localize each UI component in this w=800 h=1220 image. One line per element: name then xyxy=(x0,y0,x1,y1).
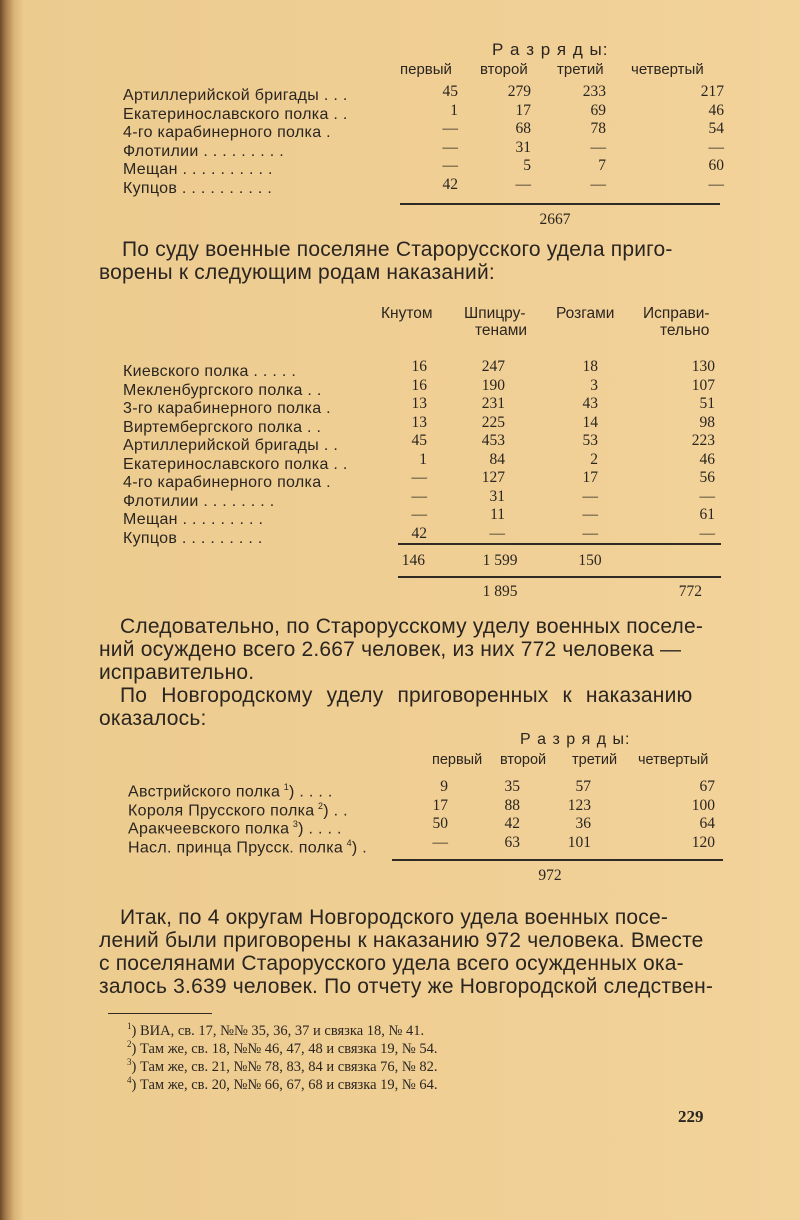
table-cell: 46 xyxy=(708,101,724,119)
footnote-text: Там же, св. 21, №№ 78, 83, 84 и связка 76, № 82. xyxy=(139,1058,438,1075)
table-cell: 247 xyxy=(481,358,505,375)
table-cell: 14 xyxy=(582,413,598,431)
table-cell: 5 xyxy=(523,157,531,175)
footnote-mark: 3 xyxy=(127,1057,132,1067)
table-cell: 233 xyxy=(582,83,606,100)
row-label: Екатеринославского полка . . xyxy=(123,105,348,123)
paragraph-line: Следовательно, по Старорусскому уделу военных поселе- xyxy=(120,615,704,638)
table-cell: 67 xyxy=(699,778,715,795)
row-leader-dots: . . . . xyxy=(294,783,333,801)
table-1-total: 2667 xyxy=(539,211,571,228)
table-cell: 88 xyxy=(504,796,520,814)
table-3-total-rule xyxy=(392,859,723,861)
table-2-total-punished: 1 895 xyxy=(482,583,518,600)
row-label: Купцов . . . . . . . . . xyxy=(123,529,263,547)
table-cell: 13 xyxy=(411,395,427,412)
paragraph-line: исправительно. xyxy=(99,661,255,684)
row-label-text: Насл. принца Прусск. полка xyxy=(128,838,344,856)
table-3-col-header: третий xyxy=(572,752,618,768)
row-label-text: Аракчеевского полка xyxy=(128,820,290,838)
table-cell: 3 xyxy=(590,376,598,394)
row-leader-dots: . . xyxy=(328,801,348,819)
table-2-subtotal-rule xyxy=(398,543,721,545)
table-2-total-corrective: 772 xyxy=(678,583,702,600)
table-cell: 190 xyxy=(481,376,505,394)
table-cell: — xyxy=(708,176,724,193)
table-cell: 231 xyxy=(481,395,505,412)
paragraph-line: По суду военные поселяне Старорусского удела приго- xyxy=(122,238,673,261)
footnote-mark-paren: ) xyxy=(131,1058,140,1075)
table-cell: 56 xyxy=(699,469,715,486)
table-cell: 127 xyxy=(481,469,505,486)
table-1-col-header: второй xyxy=(480,61,528,78)
table-cell: 13 xyxy=(411,413,427,431)
table-cell: 64 xyxy=(699,815,715,832)
row-label-text: Короля Прусского полка xyxy=(128,801,315,819)
table-cell: 279 xyxy=(507,83,531,100)
table-3-group-header: Р а з р я д ы: xyxy=(520,731,631,748)
row-label xyxy=(128,782,333,801)
page-number: 229 xyxy=(678,1107,704,1126)
table-cell: 17 xyxy=(432,796,448,814)
row-label: Мещан . . . . . . . . . xyxy=(123,511,264,528)
table-cell: — xyxy=(590,176,606,193)
table-cell: 69 xyxy=(590,101,606,119)
table-2-subtotal: 1 599 xyxy=(482,552,518,569)
table-cell: 61 xyxy=(699,506,715,523)
table-cell: — xyxy=(582,487,598,505)
footnote-mark: 2 xyxy=(127,1039,132,1049)
row-label: Виртембергского полка . . xyxy=(123,418,322,436)
row-label: Артиллерийской бригады . . xyxy=(123,437,339,454)
footnote-text: Там же, св. 18, №№ 46, 47, 48 и связка 19, № 54. xyxy=(139,1040,438,1057)
table-cell: 42 xyxy=(504,815,520,832)
table-cell: 42 xyxy=(411,524,427,542)
table-cell: 101 xyxy=(567,833,591,851)
paragraph-line: с поселянами Старорусского удела всего осужденных ока- xyxy=(99,952,684,975)
footnote xyxy=(127,1075,438,1094)
table-cell: 225 xyxy=(481,413,505,431)
table-3-col-header: четвертый xyxy=(638,752,709,768)
footnote-ref: 3 xyxy=(292,819,299,829)
table-cell: — xyxy=(699,487,715,505)
row-label: Мекленбургского полка . . xyxy=(123,381,322,399)
table-cell: 130 xyxy=(691,358,715,375)
row-label: Мещан . . . . . . . . . . xyxy=(123,161,273,179)
table-cell: — xyxy=(699,524,715,542)
table-cell: 50 xyxy=(432,815,448,832)
row-label: 4-го карабинерного полка . xyxy=(123,474,331,491)
row-leader-dots: . xyxy=(357,838,368,856)
footnote xyxy=(127,1021,424,1040)
footnote-ref: 1 xyxy=(283,782,290,792)
footnote-ref-paren: ) xyxy=(323,801,329,819)
table-1-total-rule xyxy=(400,203,720,205)
paragraph-line: ворены к следующим родам наказаний: xyxy=(99,261,495,284)
footnote-ref: 2 xyxy=(317,800,324,811)
table-cell: 7 xyxy=(598,157,606,175)
row-label: Екатеринославского полка . . xyxy=(123,455,348,473)
table-cell: 31 xyxy=(489,487,505,505)
table-cell: 84 xyxy=(489,450,505,468)
table-cell: 45 xyxy=(442,83,458,100)
table-cell: 123 xyxy=(567,796,591,814)
table-cell: — xyxy=(489,524,505,542)
table-cell: 51 xyxy=(699,395,715,412)
table-cell: 98 xyxy=(699,413,715,431)
table-cell: 57 xyxy=(575,778,591,795)
table-cell: — xyxy=(442,157,458,175)
table-cell: 16 xyxy=(411,358,427,375)
table-cell: 53 xyxy=(582,432,598,449)
table-2-col-header: Розгами xyxy=(556,305,615,322)
table-3-total: 972 xyxy=(538,867,562,884)
row-label: Купцов . . . . . . . . . . xyxy=(123,180,273,197)
table-cell: 63 xyxy=(504,833,520,851)
table-cell: 54 xyxy=(708,120,724,138)
footnote xyxy=(127,1039,438,1058)
paragraph-line: Итак, по 4 округам Новгородского удела военных посе- xyxy=(120,906,669,929)
row-label: 3-го карабинерного полка . xyxy=(123,400,331,417)
table-3-col-header: второй xyxy=(500,752,547,768)
row-label: Флотилии . . . . . . . . xyxy=(123,492,275,510)
table-cell: — xyxy=(432,833,448,851)
paragraph-line: ний осуждено всего 2.667 человек, из них 772 человека — xyxy=(99,638,682,661)
table-cell: — xyxy=(442,120,458,138)
footnote-mark-paren: ) xyxy=(131,1040,140,1057)
table-cell: 107 xyxy=(691,376,715,394)
table-cell: 16 xyxy=(411,376,427,394)
table-2-total-rule xyxy=(398,576,721,578)
table-cell: 46 xyxy=(699,450,715,468)
table-cell: 45 xyxy=(411,432,427,449)
footnote-ref-paren: ) xyxy=(351,838,358,856)
table-cell: 453 xyxy=(481,432,505,449)
footnote-ref: 4 xyxy=(346,837,352,848)
table-cell: 78 xyxy=(590,120,606,138)
table-cell: — xyxy=(582,524,598,542)
row-label xyxy=(128,838,367,857)
footnote-text: ВИА, св. 17, №№ 35, 36, 37 и связка 18, № 41. xyxy=(139,1022,425,1039)
row-label xyxy=(128,801,348,820)
table-cell: — xyxy=(582,506,598,523)
table-cell: — xyxy=(442,138,458,156)
row-label xyxy=(128,819,342,838)
table-cell: — xyxy=(411,469,427,486)
table-cell: 1 xyxy=(450,101,458,119)
row-label: 4-го карабинерного полка . xyxy=(123,124,331,142)
table-cell: 1 xyxy=(419,450,427,468)
table-cell: — xyxy=(515,176,531,193)
footnote-ref-paren: ) xyxy=(298,820,304,838)
footnote-separator xyxy=(108,1013,212,1014)
table-cell: 120 xyxy=(691,833,715,851)
table-cell: 60 xyxy=(708,157,724,175)
table-cell: 36 xyxy=(575,815,591,832)
table-2-subtotal: 146 xyxy=(401,552,425,569)
paragraph-line: залось 3.639 человек. По отчету же Новгородской следствен- xyxy=(99,975,714,998)
table-cell: 223 xyxy=(691,432,715,449)
table-2-col-header-cont: тенами xyxy=(475,322,528,339)
row-label: Флотилии . . . . . . . . . xyxy=(123,142,284,160)
table-1-group-header: Р а з р я д ы: xyxy=(492,40,609,59)
table-cell: 35 xyxy=(504,778,520,795)
table-cell: 11 xyxy=(490,506,505,523)
row-label: Киевского полка . . . . . xyxy=(123,363,297,380)
footnote-mark: 4 xyxy=(127,1075,132,1085)
table-cell: 2 xyxy=(590,450,598,468)
table-cell: 217 xyxy=(700,83,724,100)
table-cell: 43 xyxy=(582,395,598,412)
row-leader-dots: . . . . xyxy=(303,820,342,838)
table-1-col-header: первый xyxy=(400,61,452,78)
table-cell: — xyxy=(411,506,427,523)
table-cell: 68 xyxy=(515,120,531,138)
table-3-col-header: первый xyxy=(432,752,483,768)
paragraph-line: По Новгородскому уделу приговоренных к наказанию xyxy=(120,684,693,707)
table-cell: 17 xyxy=(515,101,531,119)
footnote xyxy=(127,1057,438,1076)
footnote-mark-paren: ) xyxy=(131,1022,140,1039)
table-2-col-header: Кнутом xyxy=(381,305,433,322)
footnote-mark: 1 xyxy=(127,1021,132,1031)
table-cell: — xyxy=(411,487,427,505)
table-cell: 42 xyxy=(442,176,458,193)
table-cell: 31 xyxy=(515,138,531,156)
table-2-col-header: Исправи- xyxy=(643,305,710,322)
paragraph-line: оказалось: xyxy=(99,707,207,730)
table-2-col-header: Шпицру- xyxy=(464,305,526,322)
row-label-text: Австрийского полка xyxy=(128,783,281,801)
table-cell: — xyxy=(708,138,724,156)
row-label: Артиллерийской бригады . . . xyxy=(123,87,348,104)
footnote-mark-paren: ) xyxy=(131,1076,140,1093)
table-1-col-header: третий xyxy=(557,61,604,78)
table-cell: 9 xyxy=(440,778,448,795)
table-2-col-header-cont: тельно xyxy=(660,322,710,339)
table-1-col-header: четвертый xyxy=(631,61,704,78)
footnote-ref-paren: ) xyxy=(289,783,295,801)
paragraph-line: лений были приговорены к наказанию 972 человека. Вместе xyxy=(99,929,704,952)
table-cell: — xyxy=(590,138,606,156)
table-cell: 17 xyxy=(582,469,598,486)
table-cell: 18 xyxy=(582,358,598,375)
footnote-text: Там же, св. 20, №№ 66, 67, 68 и связка 19, № 64. xyxy=(139,1076,438,1093)
table-cell: 100 xyxy=(691,796,715,814)
table-2-subtotal: 150 xyxy=(578,552,602,569)
